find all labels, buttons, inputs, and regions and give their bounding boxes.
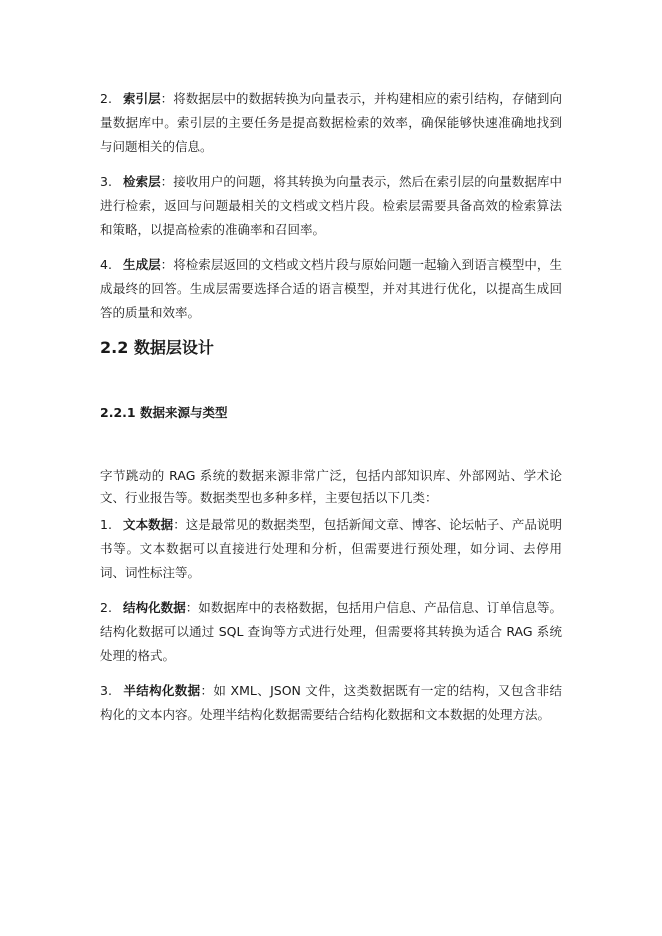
list-item (100, 170, 562, 242)
list-term: 检索层 (123, 174, 161, 189)
list-number: 2. (100, 600, 112, 615)
list-text: ：如 XML、JSON 文件，这类数据既有一定的结构，又包含非结构化的文本内容。处理半结构化数据需要结合结构化数据和文本数据的处理方法。 (100, 683, 562, 722)
list-item (100, 253, 562, 325)
list-text: ：接收用户的问题，将其转换为向量表示，然后在索引层的向量数据库中进行检索，返回与问题最相关的文档或文档片段。检索层需要具备高效的检索算法和策略，以提高检索的准确率和召回率。 (100, 174, 562, 237)
list-text: ：将检索层返回的文档或文档片段与原始问题一起输入到语言模型中，生成最终的回答。生成层需要选择合适的语言模型，并对其进行优化，以提高生成回答的质量和效率。 (100, 257, 562, 320)
list-text: ：如数据库中的表格数据，包括用户信息、产品信息、订单信息等。结构化数据可以通过 SQL 查询等方式进行处理，但需要将其转换为适合 RAG 系统处理的格式。 (100, 600, 562, 663)
list-number: 4. (100, 257, 112, 272)
list-term: 生成层 (123, 257, 161, 272)
list-item (100, 87, 562, 159)
section-heading: 2.2 数据层设计 (100, 338, 214, 357)
list-number: 1. (100, 517, 112, 532)
list-number: 3. (100, 174, 112, 189)
document-content (100, 87, 562, 738)
list-term: 索引层 (123, 91, 161, 106)
list-item (100, 596, 562, 668)
list-number: 3. (100, 683, 112, 698)
list-item (100, 513, 562, 585)
list-item (100, 679, 562, 727)
list-text: ：将数据层中的数据转换为向量表示，并构建相应的索引结构，存储到向量数据库中。索引层的主要任务是提高数据检索的效率，确保能够快速准确地找到与问题相关的信息。 (100, 91, 562, 154)
list-term: 文本数据 (123, 517, 174, 532)
subsection-heading: 2.2.1 数据来源与类型 (100, 405, 228, 420)
list-text: ：这是最常见的数据类型，包括新闻文章、博客、论坛帖子、产品说明书等。文本数据可以直接进行处理和分析，但需要进行预处理，如分词、去停用词、词性标注等。 (100, 517, 562, 580)
intro-paragraph: 字节跳动的 RAG 系统的数据来源非常广泛，包括内部知识库、外部网站、学术论文、行业报告等。数据类型也多种多样，主要包括以下几类： (100, 468, 562, 505)
list-number: 2. (100, 91, 112, 106)
list-term: 结构化数据 (123, 600, 186, 615)
list-term: 半结构化数据 (123, 683, 201, 698)
